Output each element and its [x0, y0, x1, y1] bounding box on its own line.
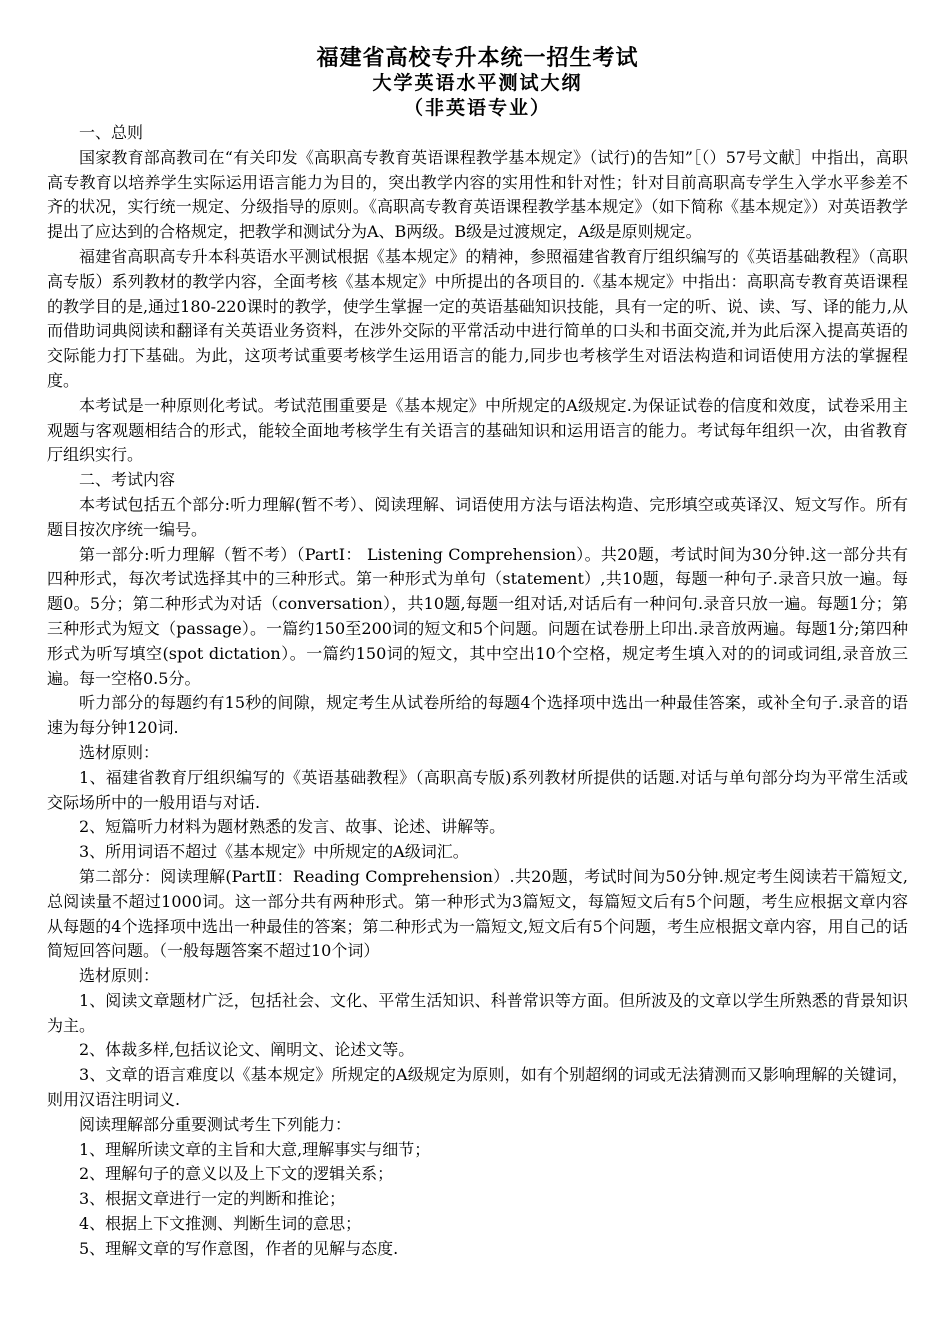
list-item: 1、理解所读文章的主旨和大意,理解事实与细节；	[79, 1139, 431, 1159]
list-item: 3、所用词语不超过《基本规定》中所规定的A级词汇。	[79, 842, 469, 862]
page-subtitle-2: （非英语专业）	[403, 97, 551, 119]
paragraph: 本考试是一种原则化考试。考试范围重要是《基本规定》中所规定的A级规定.为保证试卷的信度和效度，试卷采用主观题与客观题相结合的形式，能较全面地考核学生有关语言的基础知识和运用语言的能力。考试每年组织一次，由省教育厅组织实行。	[47, 395, 908, 465]
paragraph: 福建省高职高专升本科英语水平测试根据《基本规定》的精神，参照福建省教育厅组织编写的《英语基础教程》（高职高专版）系列教材的教学内容，全面考核《基本规定》中所提出的各项目的.《基本规定》中指出：高职高专教育英语课程的教学目的是,通过180-220课时的教学，使学生掌握一定的英语基础知识技能，具有一定的听、说、读、写、译的能力,从而借助词典阅读和翻译有关英语业务资料，在涉外交际的平常活动中进行简单的口头和书面交流,并为此后深入提高英语的交际能力打下基础。为此，这项考试重要考核学生运用语言的能力,同步也考核学生对语法构造和词语使用方法的掌握程度。	[47, 246, 908, 390]
paragraph: 第一部分:听力理解（暂不考）（PartⅠ： Listening Comprehension）。共20题，考试时间为30分钟.这一部分共有四种形式，每次考试选择其中的三种形式。第一种形式为单句（statement）,共10题，每题一种句子.录音只放一遍。每题0。5分；第二种形式为对话（conversation），共10题,每题一组对话,对话后有一种问句.录音只放一遍。每题1分；第三种形式为短文（passage）。一篇约150至200词的短文和5个问题。问题在试卷册上印出.录音放两遍。每题1分;第四种形式为听写填空(spot dictation）。一篇约150词的短文，其中空出10个空格，规定考生填入对的的词或词组,录音放三遍。每一空格0.5分。	[47, 544, 908, 688]
reading-abilities	[47, 1113, 908, 1262]
list-item: 2、理解句子的意义以及上下文的逻辑关系；	[79, 1164, 394, 1184]
section-heading: 一、总则	[79, 123, 144, 142]
list-item: 4、根据上下文推测、判断生词的意思；	[79, 1214, 362, 1234]
list-heading: 选材原则：	[79, 966, 160, 986]
reading-part-paragraph: 第二部分：阅读理解(PartⅡ：Reading Comprehension）.共20题，考试时间为50分钟.规定考生阅读若干篇短文,总阅读量不超过1000词。这一部分共有两种形式。第一种形式为3篇短文，每篇短文后有5个问题，考生应根据文章内容从每题的4个选择项中选出一种最佳的答案；第二种形式为一篇短文,短文后有5个问题，考生应根据文章内容，用自己的话简短回答问题。（一般每题答案不超过10个词）	[47, 866, 908, 961]
list-item: 2、体裁多样,包括议论文、阐明文、论述文等。	[79, 1040, 415, 1060]
paragraph: 听力部分的每题约有15秒的间隙，规定考生从试卷所给的每题4个选择项中选出一种最佳答案，或补全句子.录音的语速为每分钟120词.	[47, 693, 908, 738]
list-item: 1、福建省教育厅组织编写的《英语基础教程》（高职高专版)系列教材所提供的话题.对话与单句部分均为平常生活或交际场所中的一般用语与对话.	[47, 767, 908, 812]
list-item: 5、理解文章的写作意图，作者的见解与态度.	[79, 1238, 399, 1258]
section-content	[47, 468, 908, 741]
list-item: 3、根据文章进行一定的判断和推论；	[79, 1189, 346, 1209]
page-title: 福建省高校专升本统一招生考试	[316, 46, 639, 71]
listening-materials	[47, 741, 908, 865]
list-item: 2、短篇听力材料为题材熟悉的发言、故事、论述、讲解等。	[79, 817, 506, 837]
list-item: 3、文章的语言难度以《基本规定》所规定的A级规定为原则，如有个别超纲的词或无法猜测而又影响理解的关键词，则用汉语注明词义.	[47, 1065, 908, 1110]
list-heading: 选材原则：	[79, 742, 160, 762]
section-heading: 二、考试内容	[79, 470, 176, 490]
title-block	[47, 46, 908, 121]
paragraph: 本考试包括五个部分:听力理解(暂不考）、阅读理解、词语使用方法与语法构造、完形填空或英译汉、短文写作。所有题目按次序统一编号。	[47, 494, 908, 539]
list-item: 1、阅读文章题材广泛，包括社会、文化、平常生活知识、科普常识等方面。但所波及的文章以学生所熟悉的背景知识为主。	[47, 990, 908, 1035]
section-general	[47, 121, 908, 468]
page-subtitle: 大学英语水平测试大纲	[372, 72, 583, 94]
reading-materials	[47, 964, 908, 1113]
paragraph: 国家教育部高教司在“有关印发《高职高专教育英语课程教学基本规定》（试行)的告知”［（）57号文献］中指出，高职高专教育以培养学生实际运用语言能力为目的，突出教学内容的实用性和针对性；针对目前高职高专学生入学水平参差不齐的状况，实行统一规定、分级指导的原则。《高职高专教育英语课程教学基本规定》（如下简称《基本规定》）对英语教学提出了应达到的合格规定，把教学和测试分为A、B两级。B级是过渡规定，A级是原则规定。	[47, 147, 908, 242]
list-heading: 阅读理解部分重要测试考生下列能力：	[79, 1114, 352, 1134]
